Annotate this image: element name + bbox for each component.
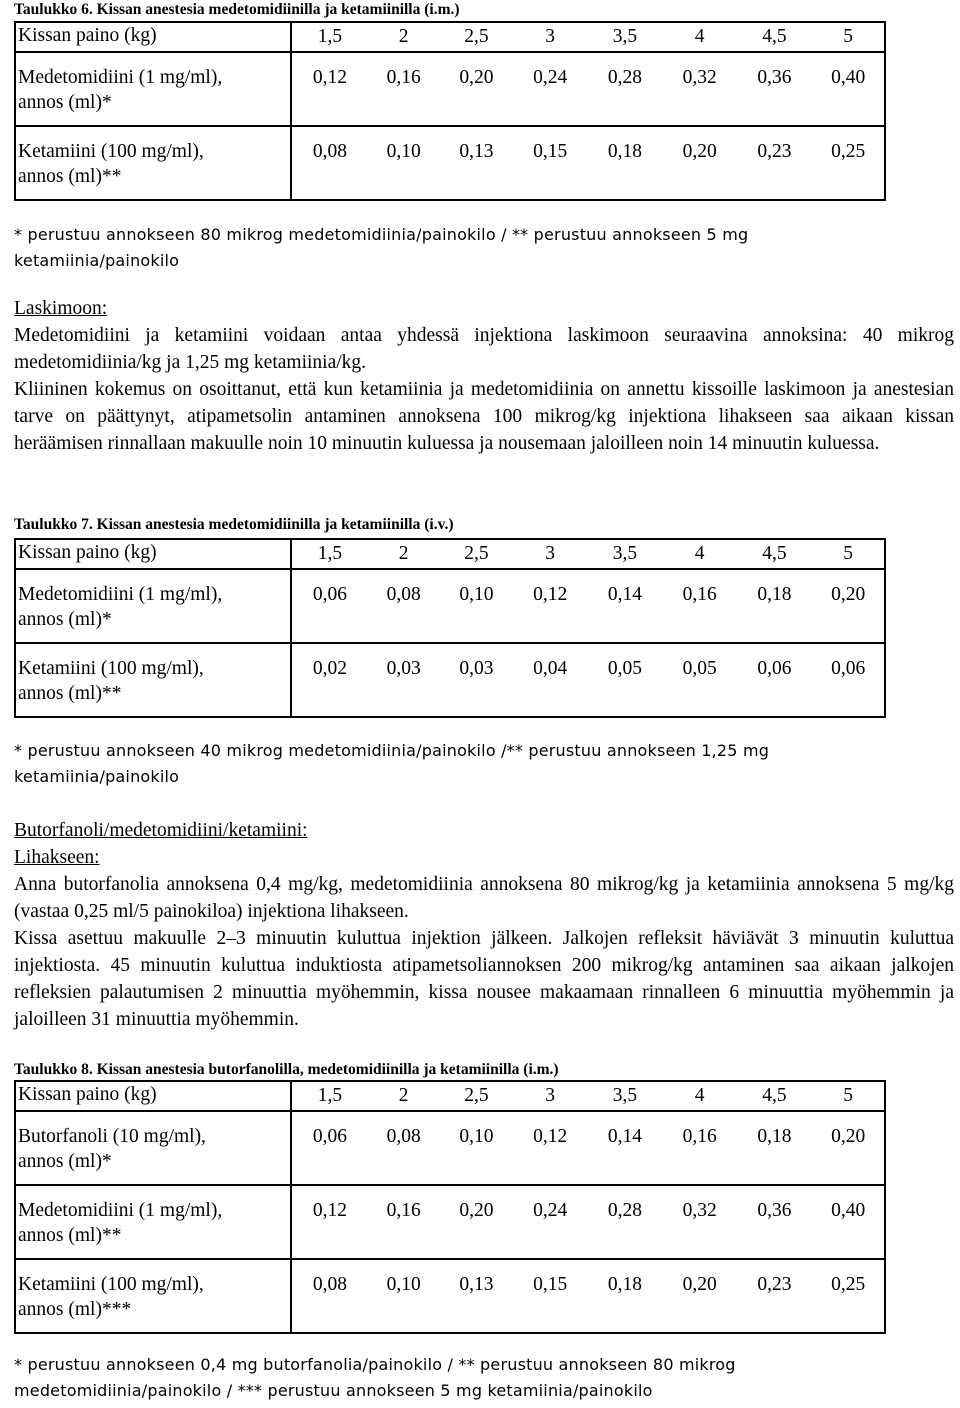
cell: 0,03 — [459, 658, 494, 679]
weight-values — [292, 540, 884, 566]
row-label: Butorfanoli (10 mg/ml), annos (ml)* — [18, 1126, 206, 1172]
table-8-footnote: * perustuu annokseen 0,4 mg butorfanolia/painokilo / ** perustuu annokseen 80 mikrog medetomidiinia/painokilo / *** perustuu annokseen 5 mg ketamiinia/painokilo — [14, 1355, 736, 1400]
iv-section — [14, 295, 954, 457]
table-row — [15, 52, 885, 126]
cell: 0,20 — [682, 141, 717, 162]
cell: 0,25 — [831, 1274, 866, 1295]
cell: 0,06 — [312, 584, 347, 605]
table-row — [15, 569, 885, 643]
section-heading-lihakseen: Lihakseen: — [14, 847, 100, 868]
dose-values — [292, 570, 884, 607]
table-row — [15, 126, 885, 200]
table-row — [15, 643, 885, 717]
table-7-footnote: * perustuu annokseen 40 mikrog medetomidiinia/painokilo /** perustuu annokseen 1,25 mg ketamiinia/painokilo — [14, 741, 770, 786]
cell: 0,20 — [682, 1274, 717, 1295]
cell: 0,28 — [607, 67, 642, 88]
cell: 3,5 — [612, 543, 638, 564]
cell: 0,16 — [386, 1200, 421, 1221]
cell: 2 — [398, 26, 409, 47]
im-paragraph-1: Anna butorfanolia annoksena 0,4 mg/kg, medetomidiinia annoksena 80 mikrog/kg ja ketamiinia annoksena 5 mg/kg (vastaa 0,25 ml/5 painokiloa) injektiona lihakseen. — [14, 874, 954, 922]
cell: 5 — [843, 543, 853, 564]
cell: 0,32 — [682, 67, 717, 88]
im-paragraph-2: Kissa asettuu makuulle 2–3 minuutin kuluttua injektion jälkeen. Jalkojen refleksit häviävät 3 minuutin kuluttua injektiosta. 45 minuutin kuluttua induktiosta atipametsoliannoksen 200 mikrog/kg antaminen saa aikaan jalkojen refleksien palautumisen 2 minuuttia myöhemmin, kissa nousee makaamaan rinnalleen 6 minuuttia myöhemmin ja jaloilleen 31 minuuttia myöhemmin. — [14, 928, 954, 1030]
cell: 0,02 — [312, 658, 347, 679]
cell: 4 — [694, 1085, 705, 1106]
cell: 0,40 — [831, 67, 866, 88]
cell: 0,23 — [757, 141, 792, 162]
cell: 0,40 — [831, 1200, 866, 1221]
cell: 0,06 — [831, 658, 866, 679]
dose-values — [292, 127, 884, 164]
cell: 4,5 — [762, 1085, 787, 1106]
table-row-header — [15, 539, 885, 569]
cell: 0,24 — [533, 1200, 568, 1221]
cell: 2,5 — [464, 26, 489, 47]
table-6-footnote: * perustuu annokseen 80 mikrog medetomidiinia/painokilo / ** perustuu annokseen 5 mg ketamiinia/painokilo — [14, 225, 749, 270]
cell: 0,32 — [682, 1200, 717, 1221]
cell: 3 — [545, 1085, 555, 1106]
section-heading-butorfanoli: Butorfanoli/medetomidiini/ketamiini: — [14, 820, 308, 841]
weight-header-label: Kissan paino (kg) — [15, 1081, 291, 1111]
cell: 0,12 — [312, 1200, 347, 1221]
cell: 0,14 — [607, 584, 642, 605]
row-label: Medetomidiini (1 mg/ml), annos (ml)* — [18, 584, 223, 630]
table-6 — [14, 21, 886, 201]
cell: 0,13 — [459, 1274, 494, 1295]
cell: 0,15 — [533, 1274, 568, 1295]
cell: 0,25 — [831, 141, 866, 162]
cell: 0,10 — [386, 141, 421, 162]
cell: 5 — [843, 1085, 853, 1106]
cell: 3,5 — [612, 1085, 638, 1106]
cell: 0,23 — [757, 1274, 792, 1295]
row-label: Medetomidiini (1 mg/ml), annos (ml)** — [18, 1200, 223, 1246]
row-label: Ketamiini (100 mg/ml), annos (ml)*** — [18, 1274, 204, 1320]
cell: 0,18 — [757, 584, 792, 605]
cell: 2 — [398, 543, 409, 564]
row-label: Ketamiini (100 mg/ml), annos (ml)** — [18, 141, 204, 187]
cell: 0,06 — [312, 1126, 347, 1147]
table-row-header — [15, 1081, 885, 1111]
weight-header-label: Kissan paino (kg) — [15, 539, 291, 569]
cell: 4 — [694, 26, 705, 47]
cell: 0,36 — [757, 67, 792, 88]
row-label: Medetomidiini (1 mg/ml), annos (ml)* — [18, 67, 223, 113]
cell: 1,5 — [317, 1085, 343, 1106]
table-8 — [14, 1080, 886, 1334]
table-row — [15, 1185, 885, 1259]
cell: 0,08 — [312, 1274, 347, 1295]
cell: 5 — [843, 26, 853, 47]
table-row — [15, 1259, 885, 1333]
cell: 0,20 — [459, 67, 494, 88]
cell: 3 — [545, 543, 555, 564]
iv-paragraph-2: Kliininen kokemus on osoittanut, että kun ketamiinia ja medetomidiinia on annettu kissoille laskimoon ja anestesian tarve on päättynyt, atipametsolin antaminen annoksena 100 mikrog/kg injektiona lihakseen saa aikaan kissan heräämisen rinnallaan makuulle noin 10 minuutin kuluessa ja nousemaan jaloilleen noin 14 minuutin kuluessa. — [14, 379, 954, 454]
section-heading-laskimoon: Laskimoon: — [14, 298, 108, 319]
dose-values — [292, 1260, 884, 1297]
cell: 0,10 — [459, 1126, 494, 1147]
cell: 0,08 — [386, 584, 421, 605]
cell: 0,04 — [533, 658, 568, 679]
cell: 3,5 — [612, 26, 638, 47]
cell: 3 — [545, 26, 555, 47]
cell: 0,20 — [831, 584, 866, 605]
cell: 0,36 — [757, 1200, 792, 1221]
table-row — [15, 1111, 885, 1185]
cell: 0,16 — [386, 67, 421, 88]
cell: 0,05 — [607, 658, 642, 679]
cell: 1,5 — [317, 543, 343, 564]
cell: 0,10 — [386, 1274, 421, 1295]
iv-paragraph-1: Medetomidiini ja ketamiini voidaan antaa yhdessä injektiona laskimoon seuraavina annoksina: 40 mikrog medetomidiinia/kg ja 1,25 mg ketamiinia/kg. — [14, 325, 954, 373]
cell: 0,20 — [831, 1126, 866, 1147]
table-6-caption: Taulukko 6. Kissan anestesia medetomidiinilla ja ketamiinilla (i.m.) — [14, 1, 460, 18]
cell: 2,5 — [464, 1085, 489, 1106]
dose-values — [292, 1186, 884, 1223]
cell: 0,14 — [607, 1126, 642, 1147]
cell: 0,12 — [533, 584, 568, 605]
cell: 0,06 — [757, 658, 792, 679]
table-row-header — [15, 22, 885, 52]
cell: 0,08 — [312, 141, 347, 162]
cell: 0,08 — [386, 1126, 421, 1147]
dose-values — [292, 53, 884, 90]
weight-values — [292, 1082, 884, 1108]
cell: 0,15 — [533, 141, 568, 162]
cell: 1,5 — [317, 26, 343, 47]
cell: 0,16 — [682, 584, 717, 605]
cell: 2 — [398, 1085, 409, 1106]
cell: 0,05 — [682, 658, 717, 679]
cell: 0,10 — [459, 584, 494, 605]
table-7 — [14, 538, 886, 718]
cell: 0,24 — [533, 67, 568, 88]
cell: 0,13 — [459, 141, 494, 162]
cell: 0,03 — [386, 658, 421, 679]
cell: 0,28 — [607, 1200, 642, 1221]
cell: 0,20 — [459, 1200, 494, 1221]
im-section — [14, 817, 954, 1033]
cell: 0,12 — [533, 1126, 568, 1147]
cell: 2,5 — [464, 543, 489, 564]
cell: 0,18 — [607, 141, 642, 162]
cell: 0,18 — [607, 1274, 642, 1295]
cell: 0,18 — [757, 1126, 792, 1147]
dose-values — [292, 1112, 884, 1149]
row-label: Ketamiini (100 mg/ml), annos (ml)** — [18, 658, 204, 704]
cell: 0,16 — [682, 1126, 717, 1147]
weight-header-label: Kissan paino (kg) — [15, 22, 291, 52]
cell: 4,5 — [762, 26, 787, 47]
cell: 4,5 — [762, 543, 787, 564]
cell: 0,12 — [312, 67, 347, 88]
dose-values — [292, 644, 884, 681]
table-8-caption: Taulukko 8. Kissan anestesia butorfanolilla, medetomidiinilla ja ketamiinilla (i.m.) — [14, 1061, 559, 1078]
cell: 4 — [694, 543, 705, 564]
table-7-caption: Taulukko 7. Kissan anestesia medetomidiinilla ja ketamiinilla (i.v.) — [14, 516, 454, 533]
weight-values — [292, 23, 884, 49]
